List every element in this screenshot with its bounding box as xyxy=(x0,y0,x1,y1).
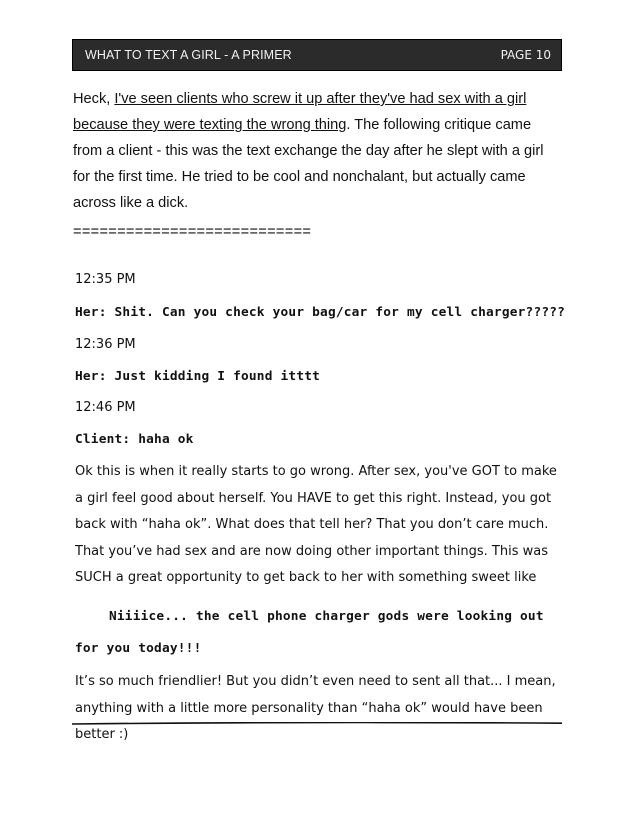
suggested-message xyxy=(75,601,565,665)
separator-line: =========================== xyxy=(73,224,312,240)
text-message: Her: Just kidding I found itttt xyxy=(75,369,321,384)
intro-paragraph xyxy=(73,86,563,216)
timestamp: 12:46 PM xyxy=(75,400,136,415)
intro-underlined-text: I've seen clients who screw it up after they've had sex with a girl because they were texting the wrong thing xyxy=(73,91,527,133)
closing-paragraph: It’s so much friendlier! But you didn’t even need to sent all that... I mean, anything with a little more personality than “haha ok” would have been better :) xyxy=(75,674,556,742)
page-header xyxy=(72,39,562,71)
suggested-message-text: Niiiice... the cell phone charger gods were looking out for you today!!! xyxy=(75,609,544,656)
text-message: Client: haha ok xyxy=(75,432,194,447)
intro-rest: . The following critique came from a client - this was the text exchange the day after he slept with a girl for the first time. He tried to be cool and nonchalant, but actually came across like a dick. xyxy=(73,117,544,211)
intro-lead: Heck, xyxy=(73,91,115,107)
footer-rule xyxy=(72,722,562,725)
header-title: WHAT TO TEXT A GIRL - A PRIMER xyxy=(85,48,292,62)
page-number: PAGE 10 xyxy=(500,48,551,62)
text-message: Her: Shit. Can you check your bag/car for my cell charger????? xyxy=(75,305,566,320)
timestamp: 12:36 PM xyxy=(75,337,136,352)
timestamp: 12:35 PM xyxy=(75,272,136,287)
critique-paragraph: Ok this is when it really starts to go wrong. After sex, you've GOT to make a girl feel good about herself. You HAVE to get this right. Instead, you got back with “haha ok”. What does that tell her? That you don’t care much. That you’ve had sex and are now doing other important things. This was SUCH a great opportunity to get back to her with something sweet like xyxy=(75,464,557,585)
